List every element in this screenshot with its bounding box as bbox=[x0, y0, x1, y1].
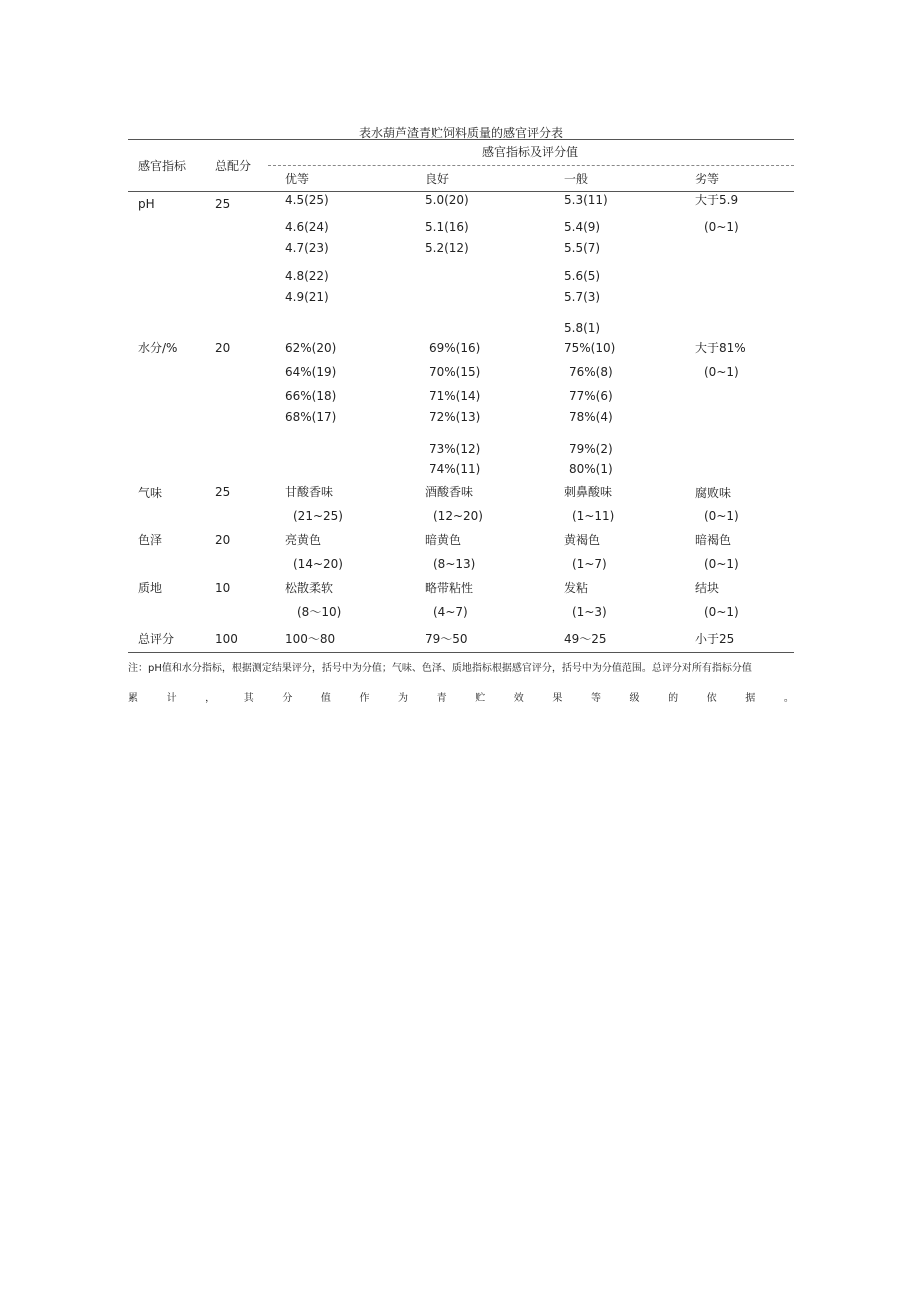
note-char: 。 bbox=[783, 693, 794, 704]
note-char: 计 bbox=[166, 693, 177, 704]
table-cell: 略带粘性 bbox=[425, 581, 474, 595]
note-char: ， bbox=[205, 693, 216, 704]
note-char: 累 bbox=[128, 693, 138, 704]
table-cell: 4.8(22) bbox=[285, 269, 329, 283]
table-cell: 74%(11) bbox=[429, 462, 481, 476]
header-indicator: 感官指标 bbox=[138, 159, 187, 173]
table-cell: 腐败味 bbox=[695, 486, 732, 500]
row-sum-name: 总评分 bbox=[138, 632, 175, 646]
table-cell: (0~1) bbox=[704, 365, 739, 379]
table-cell: 72%(13) bbox=[429, 410, 481, 424]
header-grade-poor: 劣等 bbox=[695, 172, 720, 186]
header-grade-excellent: 优等 bbox=[285, 172, 310, 186]
header-total: 总配分 bbox=[215, 159, 252, 173]
note-char: 级 bbox=[629, 693, 640, 704]
table-cell: 4.7(23) bbox=[285, 241, 329, 255]
header-group: 感官指标及评分值 bbox=[482, 145, 579, 159]
table-cell: (1~11) bbox=[572, 509, 615, 523]
row-sum-total: 100 bbox=[215, 632, 238, 646]
row-color-name: 色泽 bbox=[138, 533, 163, 547]
table-cell: 暗褐色 bbox=[695, 533, 732, 547]
table-cell: 78%(4) bbox=[569, 410, 613, 424]
row-moisture-total: 20 bbox=[215, 341, 231, 355]
table-cell: 结块 bbox=[695, 581, 720, 595]
table-cell: 79～50 bbox=[425, 632, 468, 646]
table-cell: 大于81% bbox=[695, 341, 746, 355]
table-cell: 79%(2) bbox=[569, 442, 613, 456]
note-char: 作 bbox=[359, 693, 370, 704]
table-cell: 大于5.9 bbox=[695, 193, 739, 207]
table-note: 注：pH值和水分指标，根据测定结果评分，括号中为分值；气味、色泽、质地指标根据感官评分，括号中为分值范围。总评分对所有指标分值 bbox=[128, 663, 752, 674]
note-char: 依 bbox=[706, 693, 717, 704]
table-cell: 5.3(11) bbox=[564, 193, 608, 207]
table-cell: 49～25 bbox=[564, 632, 607, 646]
table-cell: (0~1) bbox=[704, 220, 739, 234]
table-cell: 酒酸香味 bbox=[425, 485, 474, 499]
table-cell: 80%(1) bbox=[569, 462, 613, 476]
table-cell: 4.9(21) bbox=[285, 290, 329, 304]
header-grade-fair: 一般 bbox=[564, 172, 589, 186]
table-cell: 5.1(16) bbox=[425, 220, 469, 234]
table-cell: 暗黄色 bbox=[425, 533, 462, 547]
row-color-total: 20 bbox=[215, 533, 231, 547]
table-cell: 4.5(25) bbox=[285, 193, 329, 207]
note-char: 贮 bbox=[475, 693, 486, 704]
table-cell: 68%(17) bbox=[285, 410, 337, 424]
table-cell: 发粘 bbox=[564, 581, 589, 595]
table-cell: 5.5(7) bbox=[564, 241, 601, 255]
table-cell: (4~7) bbox=[433, 605, 468, 619]
table-cell: (0~1) bbox=[704, 509, 739, 523]
note-char: 为 bbox=[398, 693, 409, 704]
note-char: 的 bbox=[668, 693, 679, 704]
top-rule bbox=[128, 139, 794, 140]
table-cell: 64%(19) bbox=[285, 365, 337, 379]
row-smell-total: 25 bbox=[215, 485, 231, 499]
header-bottom-rule bbox=[128, 191, 794, 192]
note-char: 青 bbox=[436, 693, 447, 704]
bottom-rule bbox=[128, 652, 794, 653]
note-char: 值 bbox=[320, 693, 331, 704]
note-char: 果 bbox=[552, 693, 563, 704]
table-cell: 100～80 bbox=[285, 632, 336, 646]
table-cell: (8~13) bbox=[433, 557, 476, 571]
note-char: 等 bbox=[590, 693, 601, 704]
table-cell: 小于25 bbox=[695, 632, 735, 646]
table-cell: 77%(6) bbox=[569, 389, 613, 403]
table-cell: (0~1) bbox=[704, 557, 739, 571]
row-moisture-name: 水分/% bbox=[138, 341, 178, 355]
table-cell: (12~20) bbox=[433, 509, 483, 523]
table-cell: 73%(12) bbox=[429, 442, 481, 456]
note-char: 其 bbox=[243, 693, 254, 704]
table-cell: (0~1) bbox=[704, 605, 739, 619]
table-cell: 5.8(1) bbox=[564, 321, 601, 335]
table-cell: (1~7) bbox=[572, 557, 607, 571]
table-cell: 66%(18) bbox=[285, 389, 337, 403]
table-cell: 69%(16) bbox=[429, 341, 481, 355]
row-texture-name: 质地 bbox=[138, 581, 163, 595]
row-ph-name: pH bbox=[138, 197, 155, 211]
table-cell: (1~3) bbox=[572, 605, 607, 619]
table-cell: 5.0(20) bbox=[425, 193, 469, 207]
table-cell: (8～10) bbox=[297, 605, 342, 619]
table-cell: (14~20) bbox=[293, 557, 343, 571]
row-smell-name: 气味 bbox=[138, 486, 163, 500]
table-cell: 亮黄色 bbox=[285, 533, 322, 547]
table-cell: 70%(15) bbox=[429, 365, 481, 379]
table-cell: 4.6(24) bbox=[285, 220, 329, 234]
table-cell: 黄褐色 bbox=[564, 533, 601, 547]
table-cell: 76%(8) bbox=[569, 365, 613, 379]
table-cell: 松散柔软 bbox=[285, 581, 334, 595]
table-note-continuation bbox=[128, 689, 794, 704]
table-cell: 75%(10) bbox=[564, 341, 616, 355]
note-char: 分 bbox=[282, 693, 293, 704]
table-title: 表水葫芦渣青贮饲料质量的感官评分表 bbox=[358, 126, 563, 140]
header-grade-good: 良好 bbox=[425, 172, 450, 186]
table-cell: 5.7(3) bbox=[564, 290, 601, 304]
table-cell: 5.4(9) bbox=[564, 220, 601, 234]
row-texture-total: 10 bbox=[215, 581, 231, 595]
header-divider bbox=[268, 165, 794, 166]
table-cell: 甘酸香味 bbox=[285, 485, 334, 499]
table-cell: 71%(14) bbox=[429, 389, 481, 403]
row-ph-total: 25 bbox=[215, 197, 231, 211]
table-cell: 刺鼻酸味 bbox=[564, 485, 613, 499]
note-char: 据 bbox=[745, 693, 756, 704]
table-cell: 5.6(5) bbox=[564, 269, 601, 283]
note-char: 效 bbox=[513, 693, 524, 704]
table-cell: 5.2(12) bbox=[425, 241, 469, 255]
table-cell: 62%(20) bbox=[285, 341, 337, 355]
table-cell: (21~25) bbox=[293, 509, 343, 523]
